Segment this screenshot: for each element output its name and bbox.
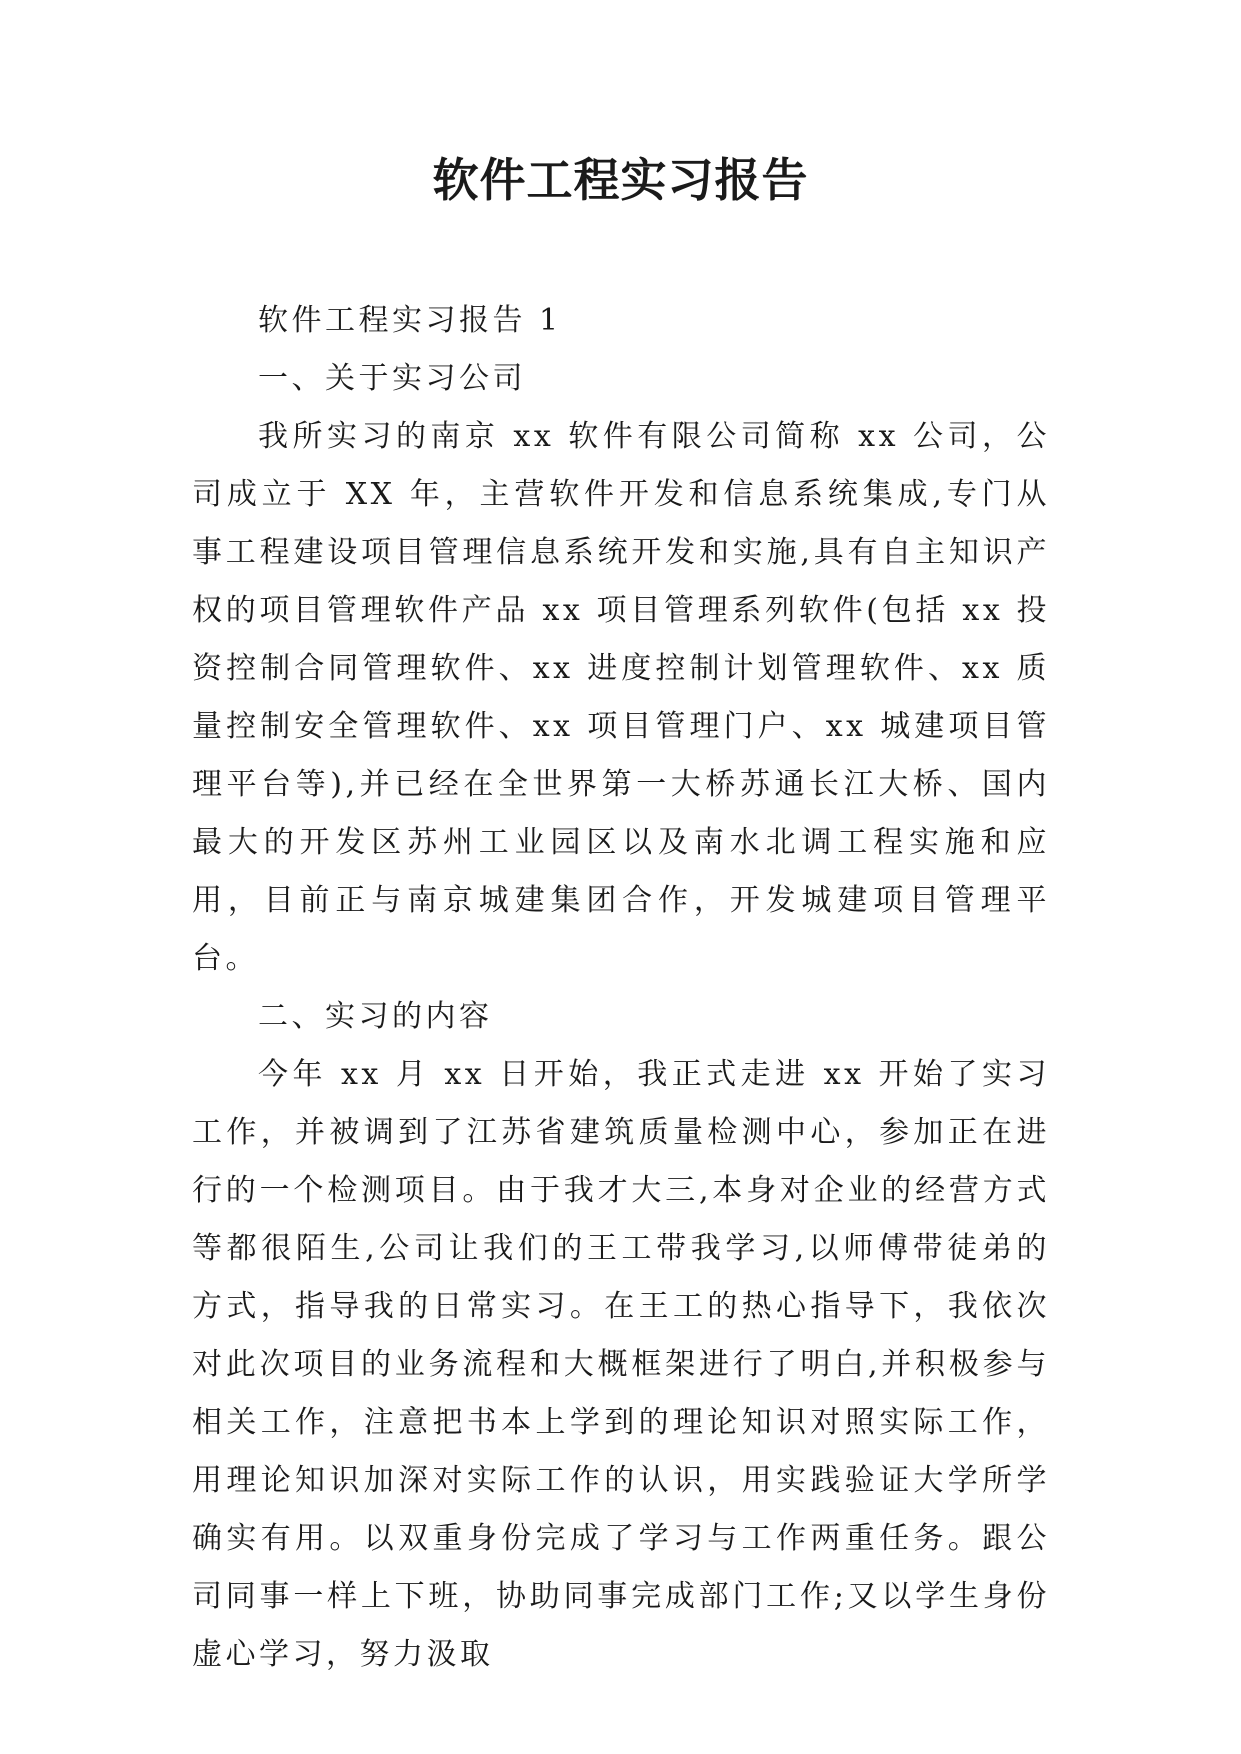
document-title: 软件工程实习报告	[432, 153, 809, 207]
section-heading-about-company: 一、关于实习公司	[258, 361, 526, 396]
paragraph-internship-content: 今年 xx 月 xx 日开始，我正式走进 xx 开始了实习工作，并被调到了江苏省建筑质量检测中心，参加正在进行的一个检测项目。由于我才大三,本身对企业的经营方式等都很陌生,公司让我们的王工带我学习,以师傅带徒弟的方式，指导我的日常实习。在王工的热心指导下，我依次对此次项目的业务流程和大概框架进行了明白,并积极参与相关工作，注意把书本上学到的理论知识对照实际工作，用理论知识加深对实际工作的认识，用实践验证大学所学确实有用。以双重身份完成了学习与工作两重任务。跟公司同事一样上下班，协助同事完成部门工作;又以学生身份虚心学习，努力汲取	[192, 1057, 1050, 1672]
paragraph-company-intro: 我所实习的南京 xx 软件有限公司简称 xx 公司，公司成立于 XX 年，主营软件开发和信息系统集成,专门从事工程建设项目管理信息系统开发和实施,具有自主知识产权的项目管理软件产品 xx 项目管理系列软件(包括 xx 投资控制合同管理软件、xx 进度控制计划管理软件、xx 质量控制安全管理软件、xx 项目管理门户、xx 城建项目管理平台等),并已经在全世界第一大桥苏通长江大桥、国内最大的开发区苏州工业园区以及南水北调工程实施和应用，目前正与南京城建集团合作，开发城建项目管理平台。	[192, 419, 1050, 976]
section-heading-internship-content: 二、实习的内容	[258, 999, 493, 1034]
section-heading-report-1: 软件工程实习报告 1	[258, 303, 562, 338]
document-body	[192, 292, 1050, 1684]
